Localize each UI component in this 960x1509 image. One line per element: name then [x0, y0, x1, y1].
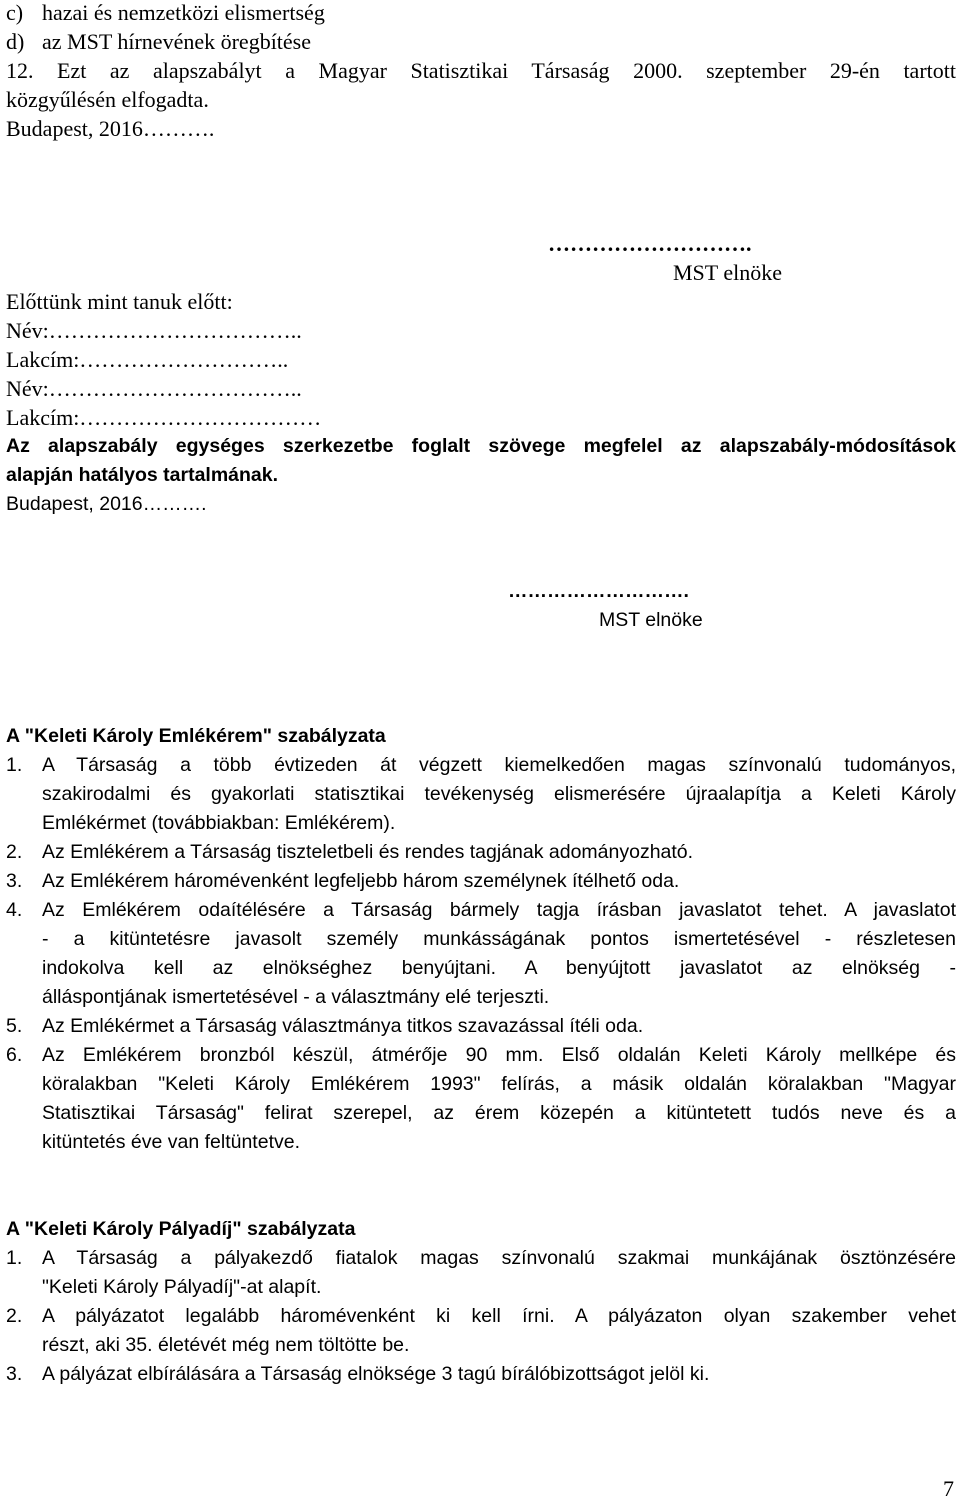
- prize-item-1-number: 1.: [6, 1247, 23, 1269]
- medal-item-2-line-1: Az Emlékérem a Társaság tiszteletbeli és rendes tagjának adományozható.: [42, 841, 694, 863]
- signature-dots-2: ……………………….: [508, 580, 689, 602]
- date-line-2: Budapest, 2016……….: [6, 493, 207, 515]
- medal-item-4-line-3: indokolva kell az elnökséghez benyújtani. A benyújtott javaslatot az elnökség -: [42, 957, 956, 979]
- medal-item-3-number: 3.: [6, 870, 23, 892]
- witness-name-2: Név:……………………………..: [6, 376, 302, 401]
- witnesses-heading: Előttünk mint tanuk előtt:: [6, 289, 233, 314]
- medal-item-6-line-4: kitüntetés éve van feltüntetve.: [42, 1131, 300, 1153]
- article-12-line-2: közgyűlésén elfogadta.: [6, 87, 209, 112]
- medal-item-1-line-2: szakirodalmi és gyakorlati statisztikai tevékenység elismerésére újraalapítja a Keleti Károly: [42, 783, 956, 805]
- certification-line-1: Az alapszabály egységes szerkezetbe foglalt szövege megfelel az alapszabály-módosítások: [6, 435, 956, 457]
- medal-item-2-number: 2.: [6, 841, 23, 863]
- list-marker-c: c): [6, 0, 24, 25]
- prize-item-3-number: 3.: [6, 1363, 23, 1385]
- signature-title-2: MST elnöke: [599, 609, 703, 631]
- list-marker-d: d): [6, 29, 25, 54]
- signature-title-1: MST elnöke: [673, 260, 782, 285]
- medal-item-6-line-1: Az Emlékérem bronzból készül, átmérője 90 mm. Első oldalán Keleti Károly mellképe és: [42, 1044, 956, 1066]
- medal-item-1-line-1: A Társaság a több évtizeden át végzett kiemelkedően magas színvonalú tudományos,: [42, 754, 956, 776]
- medal-item-4-number: 4.: [6, 899, 23, 921]
- prize-title: A "Keleti Károly Pályadíj" szabályzata: [6, 1218, 356, 1240]
- medal-item-4-line-1: Az Emlékérem odaítélésére a Társaság bármely tagja írásban javaslatot tehet. A javaslatot: [42, 899, 956, 921]
- medal-item-6-line-3: Statisztikai Társaság" felirat szerepel, az érem közepén a kitüntetett tudós neve és a: [42, 1102, 956, 1124]
- medal-title: A "Keleti Károly Emlékérem" szabályzata: [6, 725, 386, 747]
- prize-item-1-line-2: "Keleti Károly Pályadíj"-at alapít.: [42, 1276, 322, 1298]
- witness-address-2: Lakcím:……………………………: [6, 405, 322, 430]
- medal-item-6-line-2: köralakban "Keleti Károly Emlékérem 1993" felírás, a másik oldalán köralakban "Magyar: [42, 1073, 956, 1095]
- date-line-1: Budapest, 2016……….: [6, 116, 215, 141]
- certification-line-2: alapján hatályos tartalmának.: [6, 464, 279, 486]
- medal-item-6-number: 6.: [6, 1044, 23, 1066]
- medal-item-4-line-2: - a kitüntetésre javasolt személy munkásságának pontos ismertetésével - részletesen: [42, 928, 956, 950]
- medal-item-1-line-3: Emlékérmet (továbbiakban: Emlékérem).: [42, 812, 396, 834]
- article-12-line-1: 12. Ezt az alapszabályt a Magyar Statisztikai Társaság 2000. szeptember 29-én tartott: [6, 58, 956, 83]
- signature-dots-1: ……………………….: [548, 231, 752, 256]
- medal-item-3-line-1: Az Emlékérem háromévenként legfeljebb három személynek ítélhető oda.: [42, 870, 680, 892]
- medal-item-4-line-4: álláspontjának ismertetésével - a választmány elé terjeszti.: [42, 986, 550, 1008]
- medal-item-5-line-1: Az Emlékérmet a Társaság választmánya titkos szavazással ítéli oda.: [42, 1015, 644, 1037]
- prize-item-2-line-2: részt, aki 35. életévét még nem töltötte be.: [42, 1334, 410, 1356]
- medal-item-1-number: 1.: [6, 754, 23, 776]
- witness-name-1: Név:……………………………..: [6, 318, 302, 343]
- prize-item-1-line-1: A Társaság a pályakezdő fiatalok magas színvonalú szakmai munkájának ösztönzésére: [42, 1247, 956, 1269]
- medal-item-5-number: 5.: [6, 1015, 23, 1037]
- prize-item-2-number: 2.: [6, 1305, 23, 1327]
- page-number: 7: [943, 1476, 954, 1501]
- list-item-d: az MST hírnevének öregbítése: [42, 29, 312, 54]
- list-item-c: hazai és nemzetközi elismertség: [42, 0, 325, 25]
- prize-item-2-line-1: A pályázatot legalább háromévenként ki kell írni. A pályázaton olyan szakember vehet: [42, 1305, 956, 1327]
- prize-item-3-line-1: A pályázat elbírálására a Társaság elnöksége 3 tagú bírálóbizottságot jelöl ki.: [42, 1363, 710, 1385]
- witness-address-1: Lakcím:………………………..: [6, 347, 289, 372]
